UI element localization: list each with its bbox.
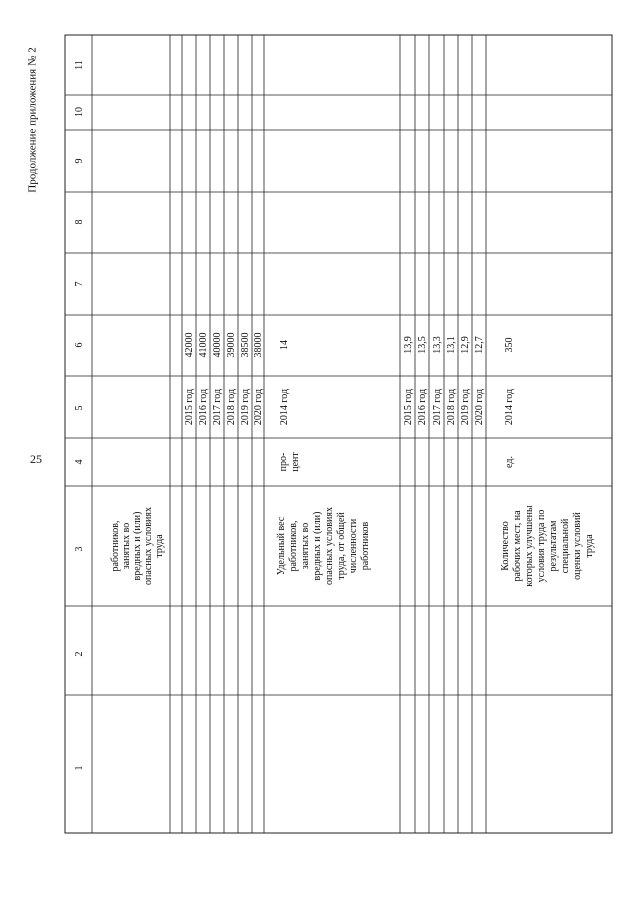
- block3-unit: ед.: [504, 456, 515, 468]
- block2-indicator-line: численности: [348, 518, 359, 574]
- block1-value: 38000: [253, 332, 264, 358]
- block2-indicator-line: Удельный вес: [276, 516, 287, 576]
- block2-year: 2019 год: [460, 388, 471, 426]
- block2-value: 13,3: [432, 336, 443, 354]
- block2-base: [278, 340, 301, 472]
- block3-base: [504, 338, 515, 468]
- block2-value: 12,7: [474, 336, 485, 354]
- col-number-7: 7: [74, 281, 85, 287]
- block3-indicator-line: условия труда по: [536, 509, 547, 583]
- continuation-label-text: Продолжение приложения № 2: [27, 47, 39, 193]
- column-headers: [74, 60, 85, 770]
- block3-indicator-line: результатам: [548, 520, 559, 572]
- col-number-2: 2: [74, 651, 85, 657]
- block2-indicator-line: работников,: [288, 520, 299, 572]
- block2-indicator-line: вредных и (или): [312, 511, 323, 581]
- col-number-4: 4: [74, 459, 85, 465]
- block1-year: 2018 год: [226, 388, 237, 426]
- block1-year: 2020 год: [253, 388, 264, 426]
- block2-value: 12,9: [460, 336, 471, 354]
- col-number-1: 1: [74, 765, 85, 771]
- block2-indicator-line: опасных условиях: [324, 507, 335, 585]
- block2-indicator-line: труда, от общей: [336, 512, 347, 580]
- block3-indicator-line: Количество: [500, 521, 511, 571]
- block2-year: 2015 год: [403, 388, 414, 426]
- col-number-10: 10: [74, 107, 85, 117]
- block3-indicator-line: труда: [584, 534, 595, 558]
- col-number-8: 8: [74, 219, 85, 225]
- block1-value: 39000: [226, 332, 237, 358]
- page-number-text: 25: [30, 452, 42, 466]
- block2-value: 13,9: [403, 336, 414, 354]
- block1-value: 38500: [240, 332, 251, 358]
- block2-value: 13,1: [446, 336, 457, 354]
- block1-year: 2015 год: [184, 388, 195, 426]
- block2-year: 2017 год: [432, 388, 443, 426]
- block2-unit: цент: [290, 452, 301, 472]
- col-number-11: 11: [74, 60, 85, 70]
- col-number-3: 3: [74, 546, 85, 552]
- block2-year: 2016 год: [417, 388, 428, 426]
- table-grid: [65, 35, 612, 833]
- block1-indicator: [110, 507, 165, 585]
- block1-year: 2017 год: [212, 388, 223, 426]
- block3-indicator: [500, 505, 595, 587]
- block2-value: 13,5: [417, 336, 428, 354]
- block1-value: 40000: [212, 332, 223, 358]
- col-number-6: 6: [74, 342, 85, 348]
- col-number-9: 9: [74, 158, 85, 164]
- block3-indicator-line: рабочих мест, на: [512, 510, 523, 582]
- block1-indicator-line: опасных условиях: [143, 507, 154, 585]
- block2-indicator-line: занятых во: [300, 522, 311, 570]
- block2-base-value: 14: [279, 340, 290, 350]
- block2-indicator-line: работников: [360, 521, 371, 571]
- block1-indicator-line: работников,: [110, 520, 121, 572]
- block3-indicator-line: которых улучшены: [524, 505, 535, 587]
- block3-base-value: 350: [504, 337, 515, 353]
- block2-unit: про-: [278, 452, 289, 472]
- block3-indicator-line: оценки условий: [572, 512, 583, 580]
- block1-indicator-line: вредных и (или): [132, 511, 143, 581]
- block1-value: 41000: [198, 332, 209, 358]
- block2-indicator: [276, 507, 371, 585]
- block3-indicator-line: специальной: [560, 518, 571, 574]
- block2-year: 2020 год: [474, 388, 485, 426]
- block1-indicator-line: труда: [154, 534, 165, 558]
- block1-indicator-line: занятых во: [121, 522, 132, 570]
- block1-year: 2019 год: [240, 388, 251, 426]
- block3-base-year: 2014 год: [504, 388, 515, 426]
- block1-year: 2016 год: [198, 388, 209, 426]
- block2-year: 2018 год: [446, 388, 457, 426]
- col-number-5: 5: [74, 405, 85, 411]
- block2-base-year: 2014 год: [279, 388, 290, 426]
- block1-value: 42000: [184, 332, 195, 358]
